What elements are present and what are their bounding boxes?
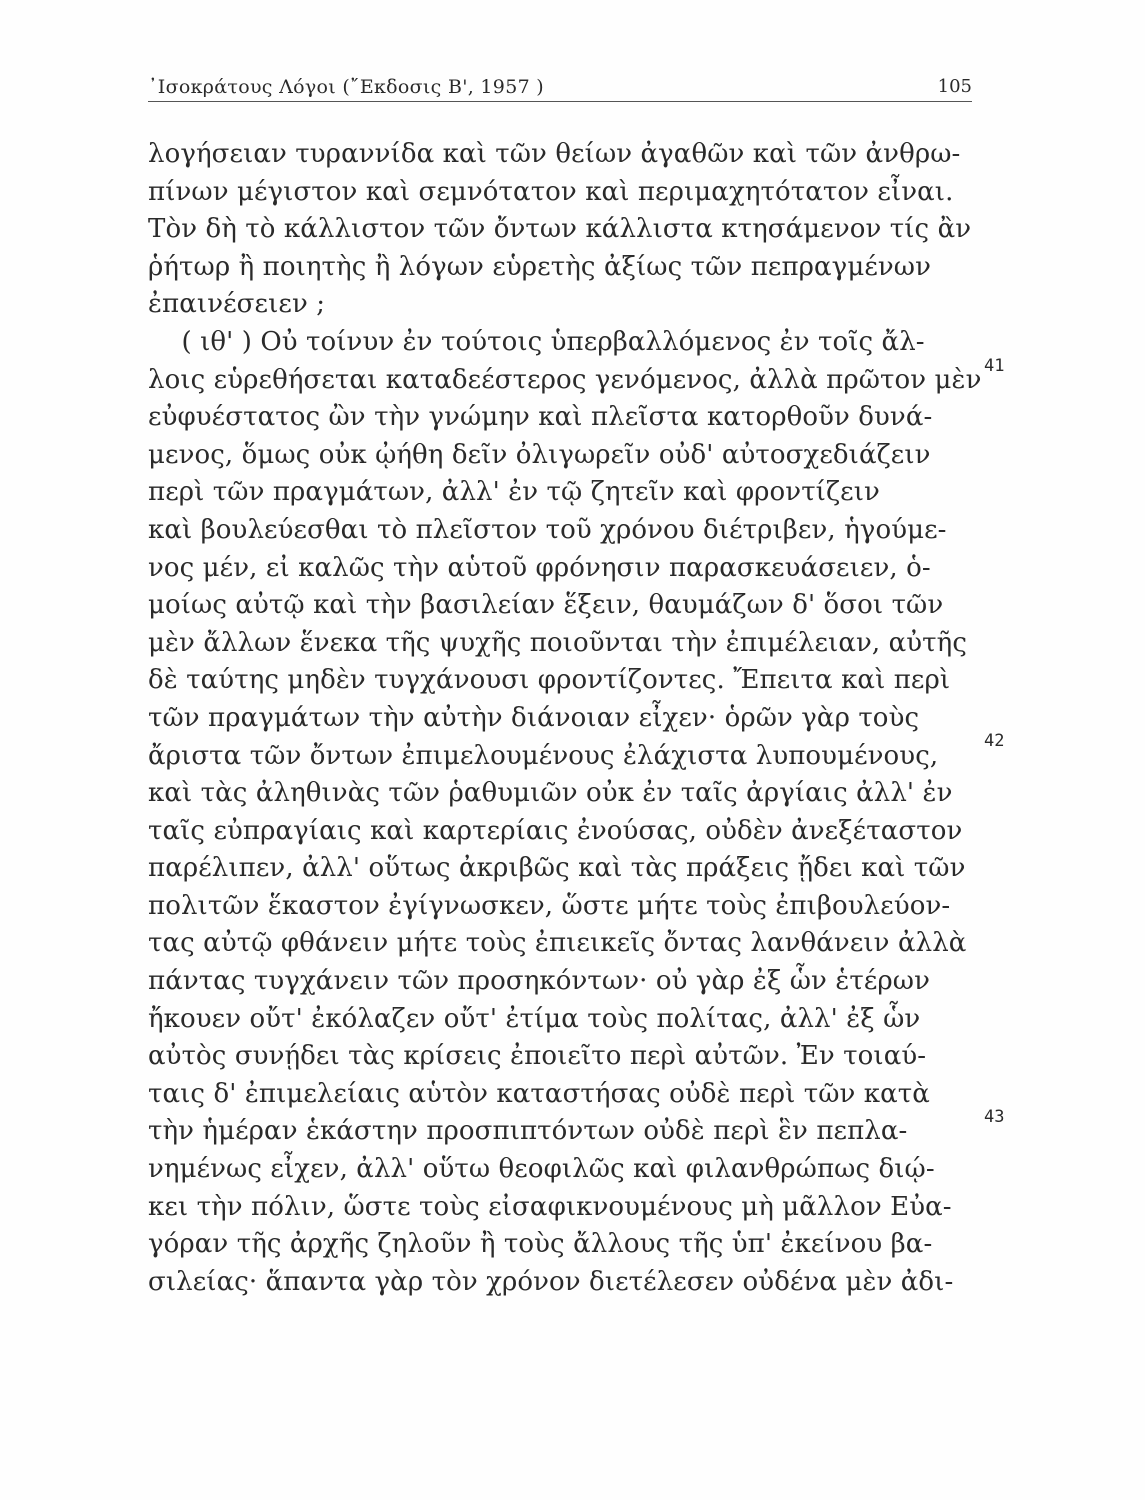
text-line: τῶν πραγμάτων τὴν αὐτὴν διάνοιαν εἶχεν· ὁρῶν γὰρ τοὺς: [148, 702, 920, 733]
text-line: ἤκουεν οὔτ' ἐκόλαζεν οὔτ' ἐτίμα τοὺς πολίτας, ἀλλ' ἐξ ὧν: [148, 1003, 921, 1034]
text-line: εὐφυέστατος ὢν τὴν γνώμην καὶ πλεῖστα κατορθοῦν δυνά-: [148, 402, 933, 433]
text-line: ἄριστα τῶν ὄντων ἐπιμελουμένους ἐλάχιστα λυπουμένους,: [148, 740, 939, 771]
text-line: πίνων μέγιστον καὶ σεμνότατον καὶ περιμαχητότατον εἶναι.: [148, 176, 954, 207]
text-line: μενος, ὅμως οὐκ ᾠήθη δεῖν ὀλιγωρεῖν οὐδ' αὐτοσχεδιάζειν: [148, 439, 931, 470]
text-line: ταις δ' ἐπιμελείαις αὑτὸν καταστήσας οὐδὲ περὶ τῶν κατὰ: [148, 1078, 930, 1109]
body-text: [148, 136, 982, 1301]
margin-section-number: 42: [984, 731, 1005, 751]
text-line: λοις εὑρεθήσεται καταδεέστερος γενόμενος, ἀλλὰ πρῶτον μὲν: [148, 364, 982, 395]
text-line: πολιτῶν ἕκαστον ἐγίγνωσκεν, ὥστε μήτε τοὺς ἐπιβουλεύον-: [148, 890, 951, 921]
text-line: καὶ βουλεύεσθαι τὸ πλεῖστον τοῦ χρόνου διέτριβεν, ἡγούμε-: [148, 514, 947, 545]
text-line: γόραν τῆς ἀρχῆς ζηλοῦν ἢ τοὺς ἄλλους τῆς ὑπ' ἐκείνου βα-: [148, 1229, 933, 1260]
text-line: δὲ ταύτης μηδὲν τυγχάνουσι φροντίζοντες. Ἔπειτα καὶ περὶ: [148, 665, 951, 696]
text-line: λογήσειαν τυραννίδα καὶ τῶν θείων ἀγαθῶν καὶ τῶν ἀνθρω-: [148, 139, 961, 169]
margin-section-number: 43: [984, 1107, 1005, 1127]
text-line: ἐπαινέσειεν ;: [148, 289, 326, 320]
header-rule: [148, 101, 972, 102]
margin-section-number: 41: [984, 356, 1005, 376]
text-line: σιλείας· ἅπαντα γὰρ τὸν χρόνον διετέλεσεν οὐδένα μὲν ἀδι-: [148, 1266, 954, 1297]
text-line: πάντας τυγχάνειν τῶν προσηκόντων· οὐ γὰρ ἐξ ὧν ἑτέρων: [148, 966, 931, 997]
text-line: κει τὴν πόλιν, ὥστε τοὺς εἰσαφικνουμένους μὴ μᾶλλον Εὐα-: [148, 1191, 952, 1222]
text-line: αὐτὸς συνῄδει τὰς κρίσεις ἐποιεῖτο περὶ αὐτῶν. Ἐν τοιαύ-: [148, 1041, 927, 1072]
running-header: [148, 74, 972, 104]
text-line: καὶ τὰς ἀληθινὰς τῶν ῥαθυμιῶν οὐκ ἐν ταῖς ἀργίαις ἀλλ' ἐν: [148, 778, 953, 809]
text-line: τὴν ἡμέραν ἑκάστην προσπιπτόντων οὐδὲ περὶ ἓν πεπλα-: [148, 1116, 908, 1147]
text-line: Τὸν δὴ τὸ κάλλιστον τῶν ὄντων κάλλιστα κτησάμενον τίς ἂν: [148, 214, 972, 245]
text-line: νος μέν, εἰ καλῶς τὴν αὑτοῦ φρόνησιν παρασκευάσειεν, ὁ-: [148, 552, 931, 583]
text-line: περὶ τῶν πραγμάτων, ἀλλ' ἐν τῷ ζητεῖν καὶ φροντίζειν: [148, 477, 880, 508]
text-line: μοίως αὐτῷ καὶ τὴν βασιλείαν ἕξειν, θαυμάζων δ' ὅσοι τῶν: [148, 590, 944, 621]
text-line: ταῖς εὐπραγίαις καὶ καρτερίαις ἐνούσας, οὐδὲν ἀνεξέταστον: [148, 815, 963, 846]
header-title: ᾿Ισοκράτους Λόγοι (῎Εκδοσις Β', 1957 ): [148, 76, 545, 98]
text-line: μὲν ἄλλων ἕνεκα τῆς ψυχῆς ποιοῦνται τὴν ἐπιμέλειαν, αὐτῆς: [148, 627, 967, 658]
text-line: τας αὐτῷ φθάνειν μήτε τοὺς ἐπιεικεῖς ὄντας λανθάνειν ἀλλὰ: [148, 928, 967, 959]
text-line: ῥήτωρ ἢ ποιητὴς ἢ λόγων εὑρετὴς ἀξίως τῶν πεπραγμένων: [148, 251, 932, 282]
page-number: 105: [937, 76, 972, 97]
text-line: παρέλιπεν, ἀλλ' οὕτως ἀκριβῶς καὶ τὰς πράξεις ᾔδει καὶ τῶν: [148, 853, 966, 884]
text-line: νημένως εἶχεν, ἀλλ' οὕτω θεοφιλῶς καὶ φιλανθρώπως διῴ-: [148, 1154, 935, 1185]
text-line: ( ιθ' ) Οὐ τοίνυν ἐν τούτοις ὑπερβαλλόμενος ἐν τοῖς ἄλ-: [148, 326, 925, 357]
